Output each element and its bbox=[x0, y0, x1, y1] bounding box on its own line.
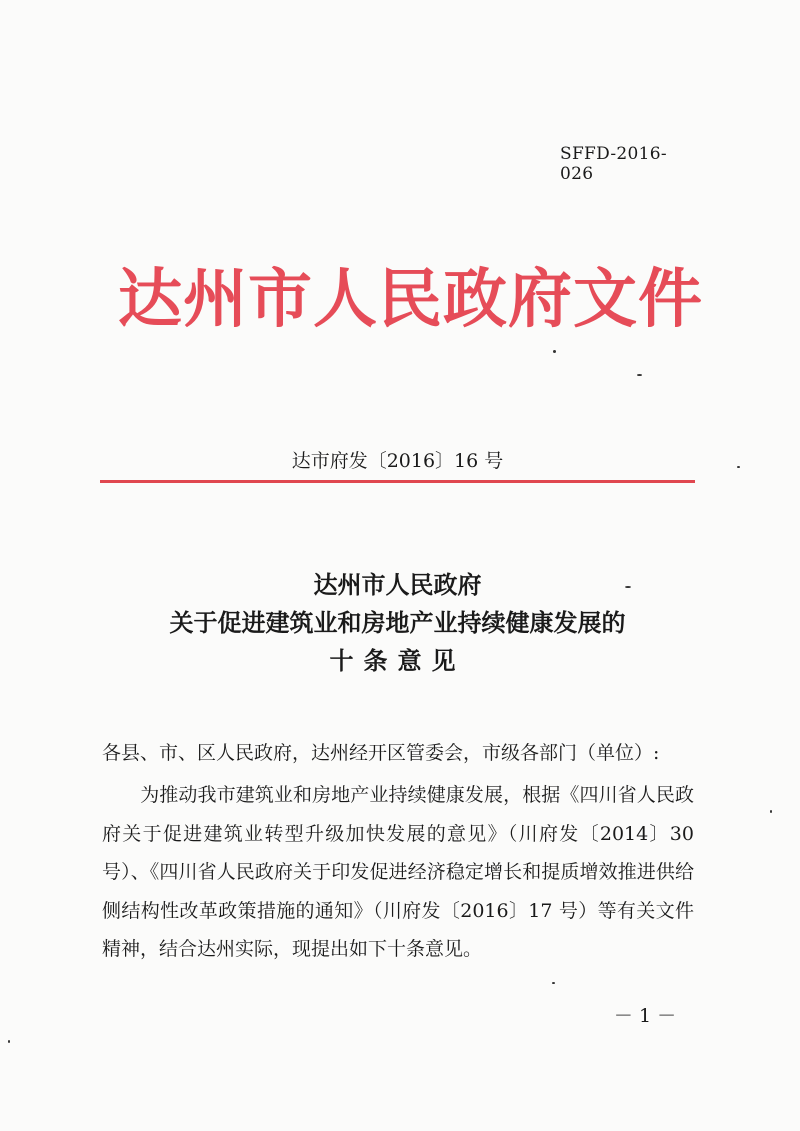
scan-speck bbox=[737, 466, 740, 468]
scan-speck bbox=[553, 350, 556, 353]
document-id: SFFD-2016-026 bbox=[560, 144, 667, 184]
title-line-2: 关于促进建筑业和房地产业持续健康发展的 bbox=[169, 608, 626, 637]
document-title bbox=[100, 566, 695, 680]
scan-speck bbox=[637, 374, 642, 376]
scan-speck bbox=[625, 586, 631, 588]
scan-speck bbox=[770, 810, 772, 813]
title-line-1: 达州市人民政府 bbox=[313, 570, 482, 599]
addressee-line: 各县、市、区人民政府，达州经开区管委会，市级各部门（单位）: bbox=[102, 742, 660, 764]
scan-speck bbox=[8, 1040, 10, 1043]
body-paragraph: 为推动我市建筑业和房地产业持续健康发展，根据《四川省人民政府关于促进建筑业转型升级加快发展的意见》（川府发〔2014〕30 号）、《四川省人民政府关于印发促进经济稳定增长和提质增效推进供给侧结构性改革政策措施的通知》（川府发〔2016〕17 号）等有关文件精神，结合达州实际，现提出如下十条意见。 bbox=[102, 784, 694, 960]
title-line-3: 十条意见 bbox=[329, 646, 466, 675]
document-number: 达市府发〔2016〕16 号 bbox=[291, 450, 504, 472]
red-divider-rule bbox=[100, 480, 695, 483]
scan-speck bbox=[552, 982, 555, 984]
masthead-title: 达州市人民政府文件 bbox=[118, 262, 703, 337]
page-number: － 1 － bbox=[613, 1005, 677, 1027]
